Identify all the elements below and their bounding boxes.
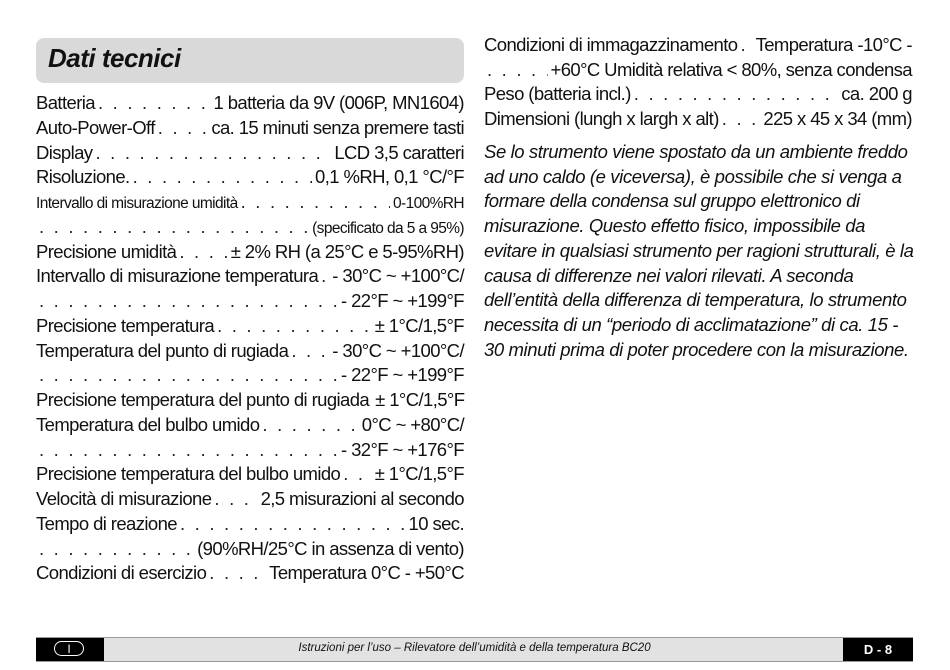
spec-row	[36, 142, 464, 167]
spec-label: Intervallo di misurazione umidità	[36, 195, 238, 212]
spec-label: Temperatura del punto di rugiada	[36, 339, 289, 361]
spec-label: Precisione umidità	[36, 240, 177, 262]
page-footer	[36, 637, 913, 662]
spec-row	[36, 562, 464, 587]
spec-value: - 32°F ~ +176°F	[340, 438, 464, 460]
condensation-note: Se lo strumento viene spostato da un ambiente freddo ad uno caldo (e viceversa), è possibile che si venga a formare della condensa sul gruppo elettronico di misurazione. Questo effetto fisico, impossibile da evitare in qualsiasi strumento per ragioni strutturali, è la causa di differenze nei valori rilevati. A seconda dell’entità della differenza di temperatura, lo strumento necessita di un “periodo di acclimatazione” di ca. 15 - 30 minuti prima di poter procedere con la misurazione.	[484, 141, 914, 360]
spec-label: Batteria	[36, 92, 95, 113]
dot-leader	[214, 488, 257, 510]
spec-value: - 22°F ~ +199°F	[340, 364, 464, 386]
dot-leader	[740, 34, 752, 56]
spec-label: Velocità di misurazione	[36, 488, 212, 509]
spec-row	[36, 290, 464, 315]
spec-label: Precisione temperatura del punto di rugiada	[36, 389, 370, 410]
spec-value: - 30°C ~ +100°C/	[332, 339, 464, 361]
section-title: Dati tecnici	[48, 43, 181, 73]
spec-label: Condizioni di immagazzinamento	[484, 34, 738, 55]
spec-label: Risoluzione.	[36, 166, 130, 188]
spec-label: Display	[36, 141, 93, 163]
dot-leader	[158, 117, 209, 139]
spec-row	[36, 364, 464, 389]
spec-value: 1 batteria da 9V (006P, MN1604)	[213, 92, 464, 113]
spec-label: Dimensioni (lungh x largh x alt)	[484, 107, 719, 129]
spec-value: 10 sec.	[408, 512, 464, 534]
spec-row	[36, 265, 464, 290]
spec-row	[36, 216, 464, 241]
dot-leader	[343, 463, 371, 485]
spec-label: Peso (batteria incl.)	[484, 83, 631, 104]
spec-value: +60°C Umidità relativa < 80%, senza condensa	[550, 58, 912, 80]
spec-row	[484, 108, 912, 133]
spec-row	[36, 538, 464, 563]
dot-leader	[179, 241, 227, 263]
spec-value: ca. 200 g	[841, 83, 912, 104]
dot-leader	[39, 216, 309, 238]
spec-value: ± 1°C/1,5°F	[375, 389, 465, 410]
spec-row	[36, 117, 464, 142]
spec-list-right	[484, 34, 912, 132]
spec-row	[484, 59, 912, 84]
dot-leader	[722, 108, 761, 130]
dot-leader	[217, 315, 372, 337]
dot-leader	[39, 538, 194, 560]
spec-label: Precisione temperatura del bulbo umido	[36, 463, 341, 485]
spec-row	[36, 166, 464, 191]
dot-leader	[291, 340, 329, 362]
section-heading-box	[36, 38, 464, 83]
dot-leader	[487, 59, 548, 81]
spec-row	[484, 34, 912, 59]
spec-value: Temperatura 0°C - +50°C	[269, 562, 464, 584]
spec-value: ± 2% RH (a 25°C e 5-95%RH)	[230, 240, 464, 262]
dot-leader	[262, 414, 358, 436]
spec-value: - 22°F ~ +199°F	[340, 290, 464, 311]
dot-leader	[321, 265, 329, 287]
spec-value: ca. 15 minuti senza premere tasti	[211, 116, 464, 138]
spec-row	[36, 389, 464, 414]
dot-leader	[180, 513, 406, 535]
spec-value: ± 1°C/1,5°F	[374, 463, 464, 485]
spec-value: - 30°C ~ +100°C/	[332, 265, 464, 287]
spec-row	[36, 92, 464, 117]
spec-value: Temperatura -10°C -	[755, 34, 912, 55]
dot-leader	[39, 439, 338, 461]
page-number: D - 8	[843, 638, 913, 661]
spec-value: 0,1 %RH, 0,1 °C/°F	[315, 166, 464, 188]
spec-label: Tempo di reazione	[36, 512, 177, 534]
footer-title: Istruzioni per l’uso – Rilevatore dell’umidità e della temperatura BC20	[298, 642, 651, 654]
spec-row	[36, 315, 464, 340]
spec-row	[36, 340, 464, 365]
spec-value: LCD 3,5 caratteri	[334, 141, 464, 163]
spec-value: 2,5 misurazioni al secondo	[260, 488, 464, 509]
spec-value: (specificato da 5 a 95%)	[312, 219, 464, 237]
spec-value: 225 x 45 x 34 (mm)	[763, 107, 912, 129]
spec-label: Intervallo di misurazione temperatura	[36, 265, 319, 287]
spec-list-left	[36, 92, 464, 587]
spec-row	[36, 439, 464, 464]
spec-row	[36, 488, 464, 513]
dot-leader	[241, 191, 390, 213]
spec-label: Condizioni di esercizio	[36, 562, 207, 584]
spec-value: (90%RH/25°C in assenza di vento)	[197, 537, 464, 559]
language-code: I	[54, 641, 84, 656]
dot-leader	[634, 83, 839, 105]
spec-row	[36, 513, 464, 538]
spec-row	[36, 241, 464, 266]
spec-label: Auto-Power-Off	[36, 116, 155, 138]
spec-label: Precisione temperatura	[36, 314, 215, 336]
spec-value: 0-100%RH	[392, 195, 464, 212]
dot-leader	[209, 562, 266, 584]
spec-row	[484, 83, 912, 108]
spec-row	[36, 191, 464, 216]
spec-row	[36, 463, 464, 488]
dot-leader	[39, 364, 338, 386]
spec-label: Temperatura del bulbo umido	[36, 413, 260, 435]
dot-leader	[95, 142, 331, 164]
dot-leader	[39, 290, 338, 312]
dot-leader	[133, 166, 312, 188]
dot-leader	[98, 92, 211, 114]
spec-value: 0°C ~ +80°C/	[361, 413, 464, 435]
spec-value: ± 1°C/1,5°F	[374, 314, 464, 336]
spec-row	[36, 414, 464, 439]
